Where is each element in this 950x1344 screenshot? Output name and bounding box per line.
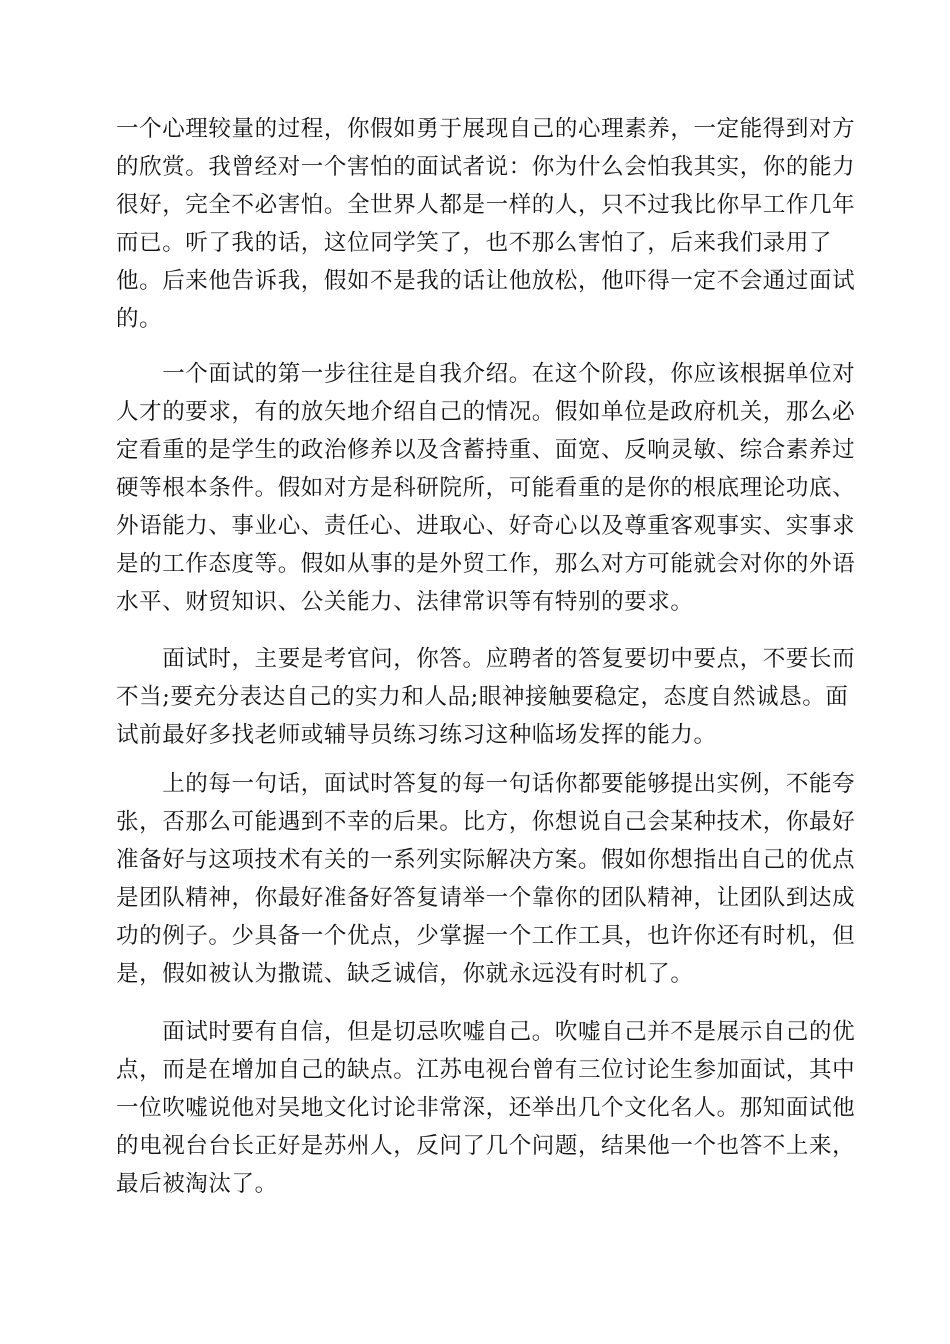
text-line: 而已。听了我的话，这位同学笑了，也不那么害怕了，后来我们录用了: [116, 230, 833, 256]
text-line: 上的每一句话，面试时答复的每一句话你都要能够提出实例，不能夸: [116, 771, 856, 797]
text-line: 是，假如被认为撒谎、缺乏诚信，你就永远没有时机了。: [116, 961, 694, 987]
text-line: 最后被淘汰了。: [116, 1171, 278, 1197]
text-line: 点，而是在增加自己的缺点。江苏电视台曾有三位讨论生参加面试，其中: [116, 1057, 856, 1083]
text-line: 是的工作态度等。假如从事的是外贸工作，那么对方可能就会对你的外语: [116, 551, 856, 577]
text-line: 面试时要有自信，但是切忌吹嘘自己。吹嘘自己并不是展示自己的优: [116, 1019, 856, 1045]
text-line: 外语能力、事业心、责任心、进取心、好奇心以及尊重客观事实、实事求: [116, 513, 856, 539]
text-line: 准备好与这项技术有关的一系列实际解决方案。假如你想指出自己的优点: [116, 847, 856, 873]
text-line: 的电视台台长正好是苏州人，反问了几个问题，结果他一个也答不上来，: [116, 1133, 856, 1159]
text-line: 一个面试的第一步往往是自我介绍。在这个阶段，你应该根据单位对: [116, 361, 856, 387]
text-line: 定看重的是学生的政治修养以及含蓄持重、面宽、反响灵敏、综合素养过: [116, 437, 856, 463]
text-line: 他。后来他告诉我，假如不是我的话让他放松，他吓得一定不会通过面试: [116, 268, 856, 294]
text-line: 硬等根本条件。假如对方是科研院所，可能看重的是你的根底理论功底、: [116, 475, 856, 501]
text-line: 一个心理较量的过程，你假如勇于展现自己的心理素养，一定能得到对方: [116, 116, 856, 142]
paragraph-5: [116, 1013, 856, 1203]
paragraph-3: [116, 640, 856, 754]
text-line: 人才的要求，有的放矢地介绍自己的情况。假如单位是政府机关，那么必: [116, 399, 856, 425]
text-line: 试前最好多找老师或辅导员练习练习这种临场发挥的能力。: [116, 722, 717, 748]
text-line: 不当;要充分表达自己的实力和人品;眼神接触要稳定，态度自然诚恳。面: [116, 684, 849, 710]
text-line: 水平、财贸知识、公关能力、法律常识等有特别的要求。: [116, 589, 694, 615]
text-line: 很好，完全不必害怕。全世界人都是一样的人，只不过我比你早工作几年: [116, 192, 856, 218]
paragraph-4: [116, 765, 856, 993]
text-line: 的欣赏。我曾经对一个害怕的面试者说：你为什么会怕我其实，你的能力: [116, 154, 856, 180]
paragraph-1: [116, 110, 856, 338]
paragraph-2: [116, 355, 856, 621]
text-line: 面试时，主要是考官问，你答。应聘者的答复要切中要点，不要长而: [116, 646, 856, 672]
text-line: 张，否那么可能遇到不幸的后果。比方，你想说自己会某种技术，你最好: [116, 809, 856, 835]
text-line: 是团队精神，你最好准备好答复请举一个靠你的团队精神，让团队到达成: [116, 885, 856, 911]
text-line: 一位吹嘘说他对吴地文化讨论非常深，还举出几个文化名人。那知面试他: [116, 1095, 856, 1121]
text-line: 的。: [116, 306, 163, 332]
text-line: 功的例子。少具备一个优点，少掌握一个工作工具，也许你还有时机，但: [116, 923, 856, 949]
